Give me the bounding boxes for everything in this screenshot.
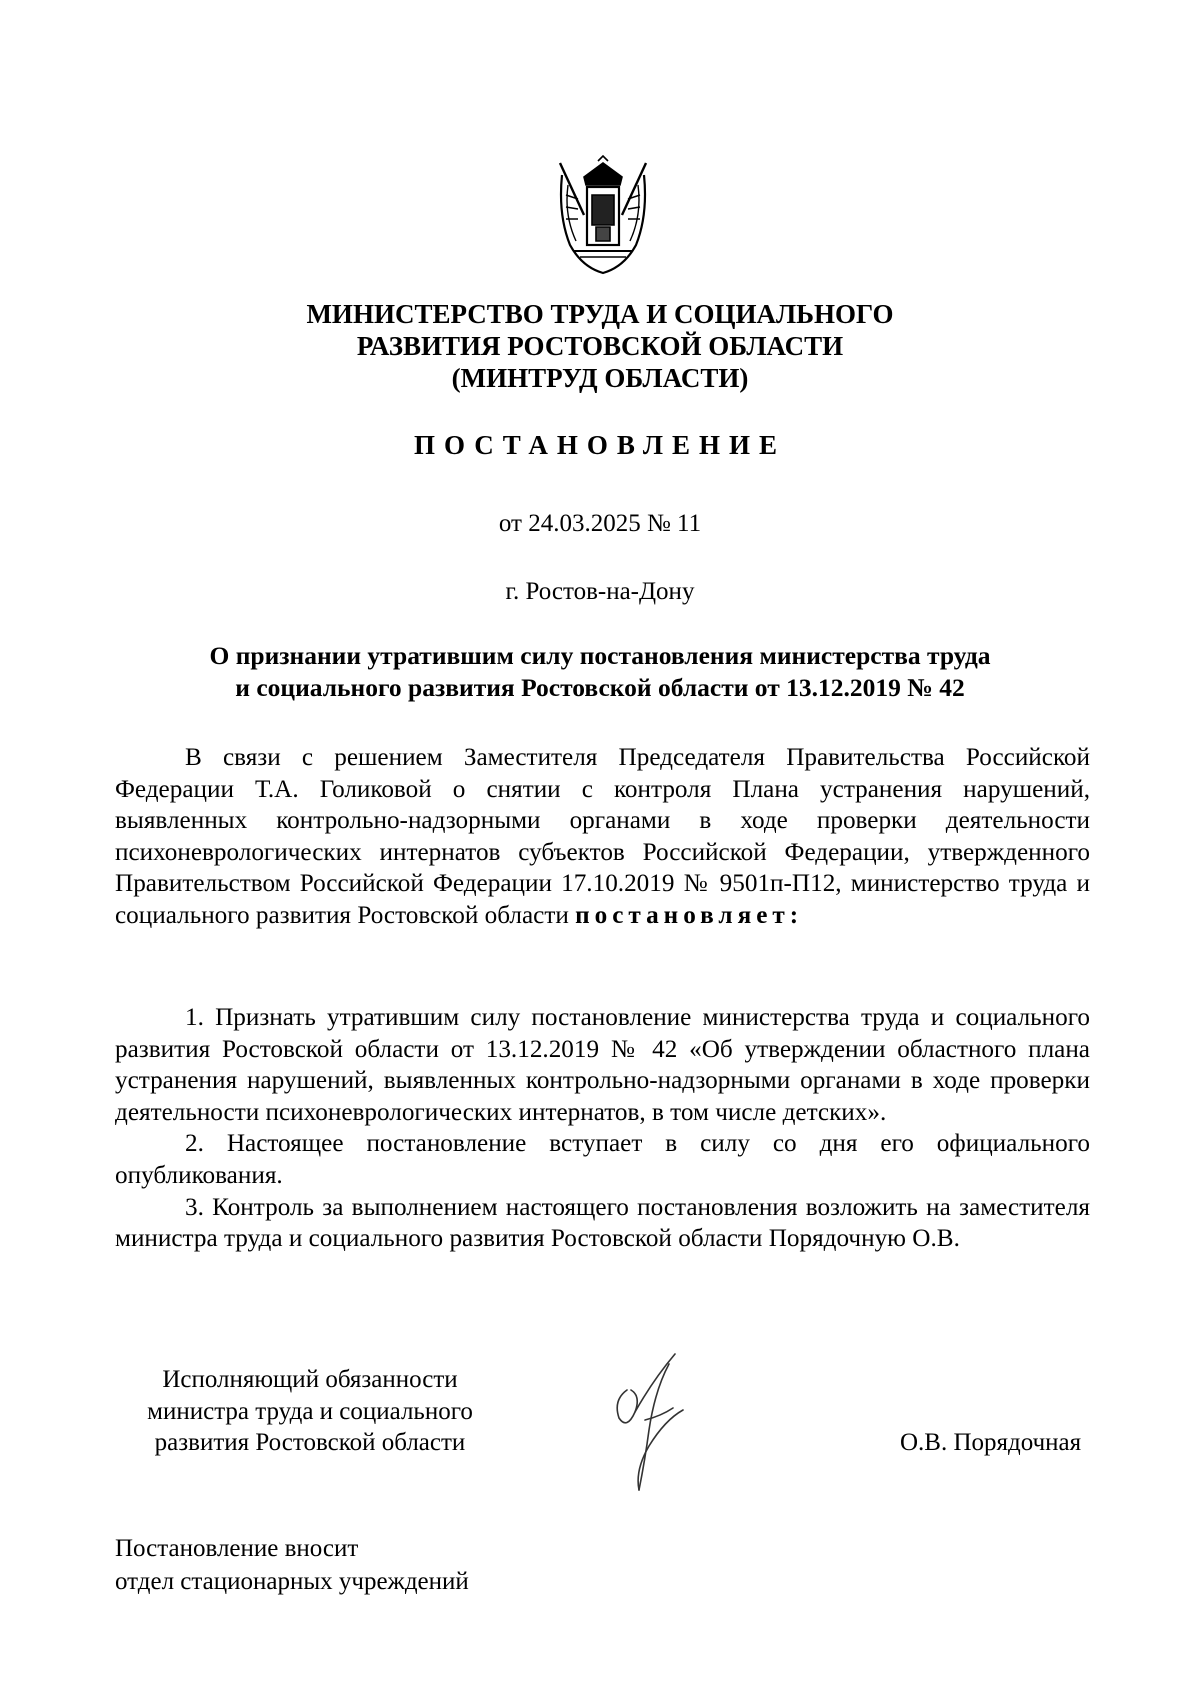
document-type: ПОСТАНОВЛЕНИЕ bbox=[413, 430, 787, 460]
position-line: министра труда и социального bbox=[147, 1397, 473, 1425]
preamble-paragraph bbox=[115, 742, 1090, 932]
handwritten-signature bbox=[605, 1350, 700, 1500]
ministry-name bbox=[0, 298, 1200, 394]
preamble bbox=[115, 742, 1090, 932]
ministry-line: МИНИСТЕРСТВО ТРУДА И СОЦИАЛЬНОГО bbox=[306, 299, 894, 329]
position-line: развития Ростовской области bbox=[154, 1429, 466, 1456]
ministry-line: (МИНТРУД ОБЛАСТИ) bbox=[451, 363, 749, 393]
position-line: Исполняющий обязанности bbox=[162, 1366, 458, 1393]
resolution-item: 3. Контроль за выполнением настоящего постановления возложить на заместителя министра труда и социального развития Ростовской области Порядочную О.В. bbox=[115, 1193, 1090, 1253]
resolution-items bbox=[115, 1002, 1090, 1255]
document-date-number: от 24.03.2025 № 11 bbox=[498, 510, 702, 537]
resolves-word: постановляет: bbox=[575, 901, 804, 929]
coat-of-arms-icon bbox=[554, 155, 652, 277]
subject-line: О признании утратившим силу постановления министерства труда bbox=[209, 641, 991, 670]
ministry-line: РАЗВИТИЯ РОСТОВСКОЙ ОБЛАСТИ bbox=[356, 331, 844, 361]
resolution-item: 1. Признать утратившим силу постановление министерства труда и социального развития Ростовской области от 13.12.2019 № 42 «Об утверждении областного плана устранения нарушений, выявленных контрольно-надзорными органами в ходе проверки деятельности психоневрологических интернатов, в том числе детских». bbox=[115, 1004, 1090, 1126]
document-subject bbox=[0, 640, 1200, 704]
subject-line: и социального развития Ростовской области от 13.12.2019 № 42 bbox=[235, 673, 965, 702]
signatory-name: О.В. Порядочная bbox=[900, 1429, 1082, 1456]
footer-line: отдел стационарных учреждений bbox=[115, 1568, 469, 1595]
document-footer bbox=[115, 1532, 469, 1598]
signatory-position bbox=[105, 1364, 515, 1459]
preamble-text: В связи с решением Заместителя Председателя Правительства Российской Федерации Т.А. Голиковой о снятии с контроля Плана устранения нарушений, выявленных контрольно-надзорными органами в ходе проверки деятельности психоневрологических интернатов субъектов Российской Федерации, утвержденного Правительством Российской Федерации 17.10.2019 № 9501п-П12, министерство труда и социального развития Ростовской области bbox=[115, 744, 1090, 929]
resolution-item: 2. Настоящее постановление вступает в силу со дня его официального опубликования. bbox=[115, 1130, 1090, 1189]
footer-line: Постановление вносит bbox=[115, 1535, 359, 1562]
document-city: г. Ростов-на-Дону bbox=[505, 578, 695, 605]
